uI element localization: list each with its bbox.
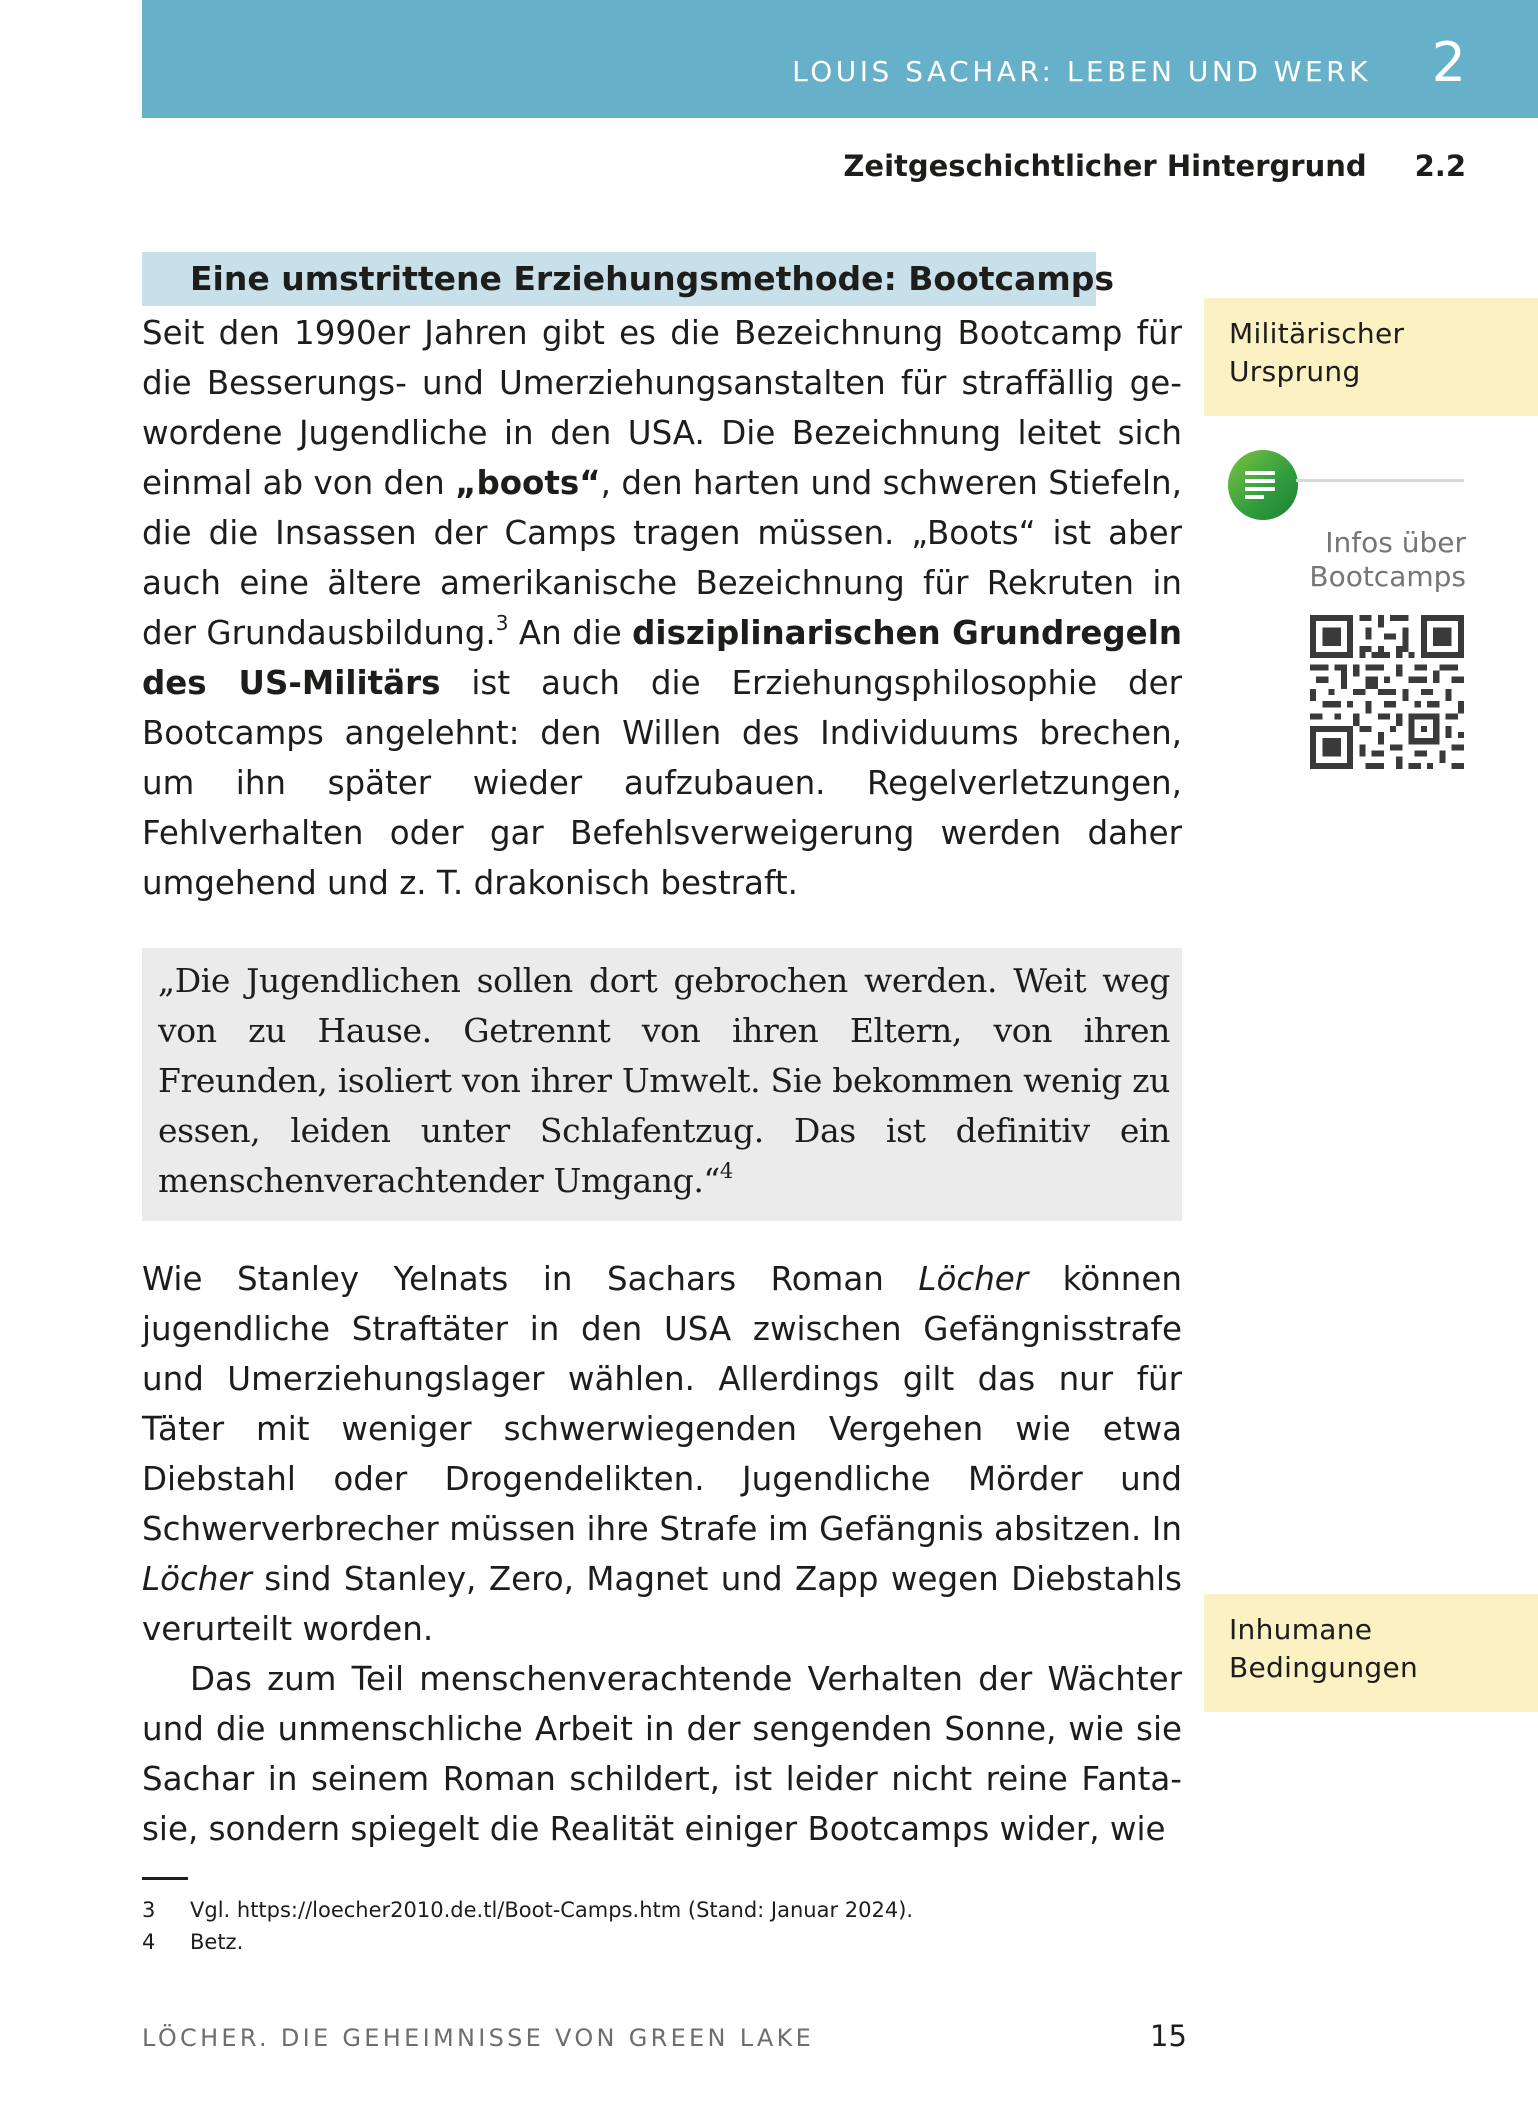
footnote-separator [142, 1877, 188, 1880]
quote-text: „Die Jugendlichen sollen dort gebrochen werden. Weit weg von zu Hause. Getrennt von ihren Eltern, von ihren Freunden, isoliert von ihrer Umwelt. Sie bekommen wenig zu essen, leiden unter Schlafentzug. Das ist definitiv ein menschenverachtender Umgang.“$^4$ [158, 961, 1170, 1200]
section-title: Zeitgeschichtlicher Hintergrund [843, 149, 1367, 183]
bold-term-military: disziplinarischen Grundregeln des US-Militärs [142, 614, 1182, 702]
info-label: Infos über Bootcamps [1309, 526, 1466, 593]
subheading-box [142, 252, 1114, 306]
paragraph-3: Das zum Teil menschenverachtende Verhalten der Wächter und die unmenschliche Arbeit in der sengenden Sonne, wie sie Sachar in seinem Roman schildert, ist leider nicht reine Fantasie, sondern spiegelt die Realität einiger Bootcamps wider, wie [142, 1660, 1182, 1848]
bold-term-boots: „boots“ [455, 464, 601, 502]
footnote-ref-3: 3 [495, 611, 509, 635]
text-lines-icon[interactable] [1228, 450, 1298, 520]
qr-code-icon[interactable] [1310, 615, 1464, 769]
chapter-number: 2 [1431, 31, 1466, 94]
section-header [843, 146, 1466, 186]
book-title-italic: Löcher [142, 1560, 252, 1598]
page-number: 15 [1150, 2019, 1187, 2053]
marginal-note-military-origin: Militärischer Ursprung [1204, 298, 1538, 416]
marginal-note-inhumane-conditions: Inhumane Bedingungen [1204, 1594, 1538, 1712]
footnote-ref-4: 4 [719, 1159, 733, 1183]
chapter-title: LOUIS SACHAR: LEBEN UND WERK [792, 55, 1371, 88]
book-title-italic: Löcher [918, 1260, 1029, 1298]
section-number: 2.2 [1414, 149, 1466, 183]
quote-box [142, 948, 1182, 1221]
paragraph-1: Seit den 1990er Jahren gibt es die Bezeichnung Bootcamp für die Besserungs- und Umerziehungsanstalten für straffällig gewordene Jugendliche in den USA. Die Bezeichnung leitet sich einmal ab von den „boots“, den harten und schweren Stiefeln, die die Insassen der Camps tragen müssen. „Boots“ ist aber auch eine ältere amerikanische Bezeichnung für Rekruten in der Grundausbildung.$^3$ An die disziplinarischen Grundregeln des US-Militärs ist auch die Erziehungsphilosophie der Bootcamps angelehnt: den Willen des Individuums brechen, um ihn später wieder aufzubauen. Regelverletzungen, Fehlverhalten oder gar Befehlsverweigerung werden daher umgehend und z. T. drakonisch bestraft. [142, 314, 1182, 902]
chapter-header-bar [142, 0, 1538, 118]
footer-book-title: LÖCHER. DIE GEHEIMNISSE VON GREEN LAKE [142, 2024, 815, 2052]
info-divider [1296, 479, 1464, 482]
subheading: Eine umstrittene Erziehungsmethode: Bootcamps [190, 259, 1114, 298]
paragraph-2: Wie Stanley Yelnats in Sachars Roman Löcher können jugendliche Straftäter in den USA zwischen Gefängnisstrafe und Umerziehungslager wählen. Allerdings gilt das nur für Täter mit weniger schwerwiegenden Vergehen wie etwa Diebstahl oder Drogendelikten. Jugendliche Mörder und Schwerverbrecher müssen ihre Strafe im Gefängnis absitzen. In Löcher sind Stanley, Zero, Magnet und Zapp wegen Diebstahls verurteilt worden. Das zum Teil menschenverachtende Verhalten der Wächter und die unmenschliche Arbeit in der sengenden Sonne, wie sie Sachar in seinem Roman schildert, ist leider nicht reine Fantasie, sondern spiegelt die Realität einiger Bootcamps wider, wie [142, 1254, 1182, 1854]
footnote-4: 4 Betz. [142, 1930, 244, 1954]
footnote-3: 3 Vgl. https://loecher2010.de.tl/Boot-Camps.htm (Stand: Januar 2024). [142, 1898, 914, 1922]
